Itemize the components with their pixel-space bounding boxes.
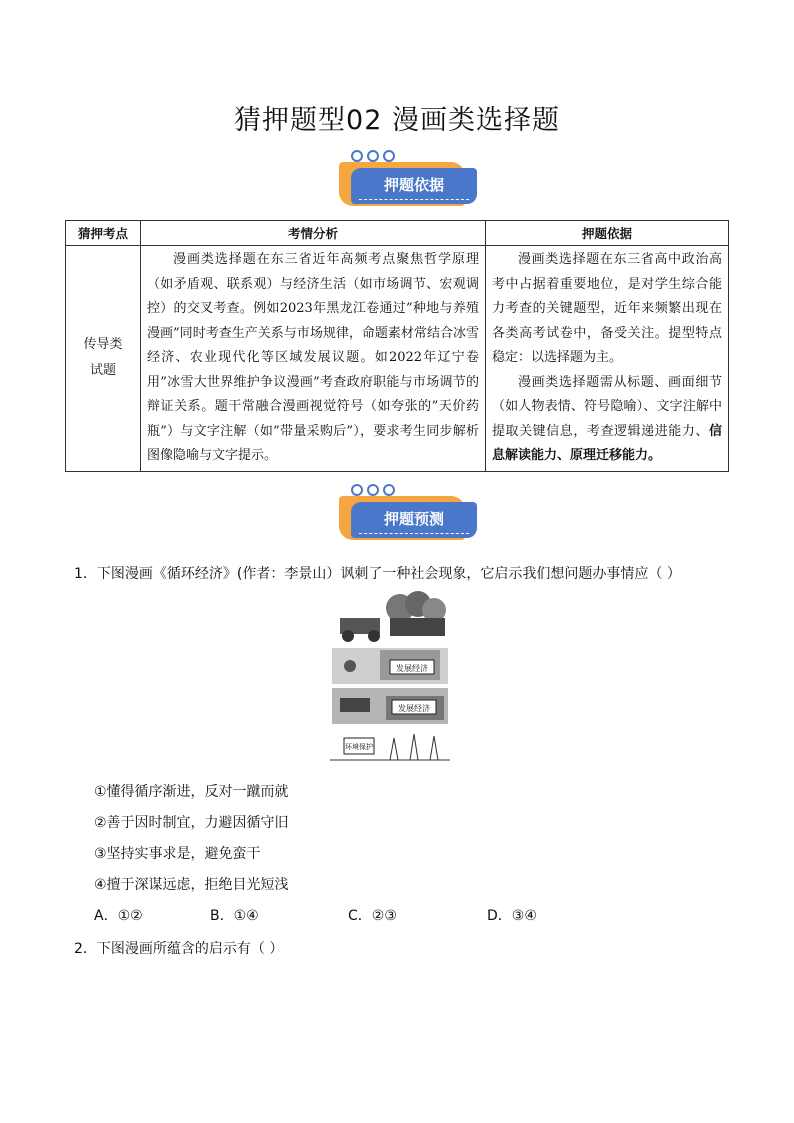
basis-cell	[486, 246, 729, 472]
binder-rings-icon	[347, 482, 407, 496]
section-badge-prediction	[339, 482, 479, 542]
analysis-cell	[141, 246, 486, 472]
statement-4: ④擅于深谋远虑，拒绝目光短浅	[94, 877, 289, 893]
table-row	[66, 246, 729, 472]
table-header: 猜押考点	[66, 221, 141, 246]
table-header: 考情分析	[141, 221, 486, 246]
table-header: 押题依据	[486, 221, 729, 246]
badge-label: 押题预测	[351, 502, 477, 538]
statement-1: ①懂得循序渐进，反对一蹴而就	[94, 784, 289, 800]
choice-d[interactable]: D．③④	[487, 908, 537, 924]
cartoon-panel-3	[332, 688, 448, 724]
basis-paragraph-1: 漫画类选择题在东三省高中政治高考中占据着重要地位，是对学生综合能力考查的关键题型，近年来频繁出现在各类高考试卷中，备受关注。提型特点稳定：以选择题为主。	[492, 252, 722, 365]
analysis-text: 漫画类选择题在东三省近年高频考点聚焦哲学原理（如矛盾观、联系观）与经济生活（如市场调节、宏观调控）的交叉考查。例如2023年黑龙江卷通过”种地与养殖漫画”同时考查生产关系与市场规律，命题素材常结合冰雪经济、农业现代化等区域发展议题。如2022年辽宁卷用”冰雪大世界维护争议漫画”考查政府职能与市场调节的辩证关系。题干常融合漫画视觉符号（如夸张的”天价药瓶”）与文字注解（如”带量采购后”），要求考生同步解析图像隐喻与文字提示。	[147, 252, 479, 463]
circular-economy-cartoon	[330, 588, 450, 768]
cartoon-panel-2	[332, 648, 448, 684]
basis-paragraph-2-text: 漫画类选择题需从标题、画面细节（如人物表情、符号隐喻）、文字注解中提取关键信息，考查逻辑递进能力、	[492, 374, 722, 439]
question-2-stem: 2．下图漫画所蕴含的启示有（ ）	[74, 941, 284, 957]
basis-paragraph-2	[492, 371, 722, 469]
section-badge-basis	[339, 148, 479, 208]
question-1-stem: 1．下图漫画《循环经济》(作者：李景山）讽刺了一种社会现象，它启示我们想问题办事情应（ ）	[74, 566, 681, 582]
cartoon-sign-3: 环境保护	[345, 743, 373, 751]
choice-b[interactable]: B．①④	[210, 908, 259, 924]
choice-c[interactable]: C．②③	[348, 908, 397, 924]
binder-rings-icon	[347, 148, 407, 162]
category-cell	[66, 246, 141, 472]
category-text: 传导类试题	[83, 337, 123, 379]
choice-a[interactable]: A．①②	[94, 908, 143, 924]
cartoon-sign-1: 发展经济	[396, 664, 428, 673]
statement-3: ③坚持实事求是，避免蛮干	[94, 846, 261, 862]
info-table	[65, 220, 729, 472]
basis-paragraph-2-bold: 信息解读能力、原理迁移能力。	[492, 423, 722, 463]
cartoon-sign-2: 发展经济	[398, 704, 430, 713]
table-header-row	[66, 221, 729, 246]
badge-label: 押题依据	[351, 168, 477, 204]
page-title: 猜押题型02 漫画类选择题	[234, 105, 560, 136]
statement-2: ②善于因时制宜，力避因循守旧	[94, 815, 289, 831]
